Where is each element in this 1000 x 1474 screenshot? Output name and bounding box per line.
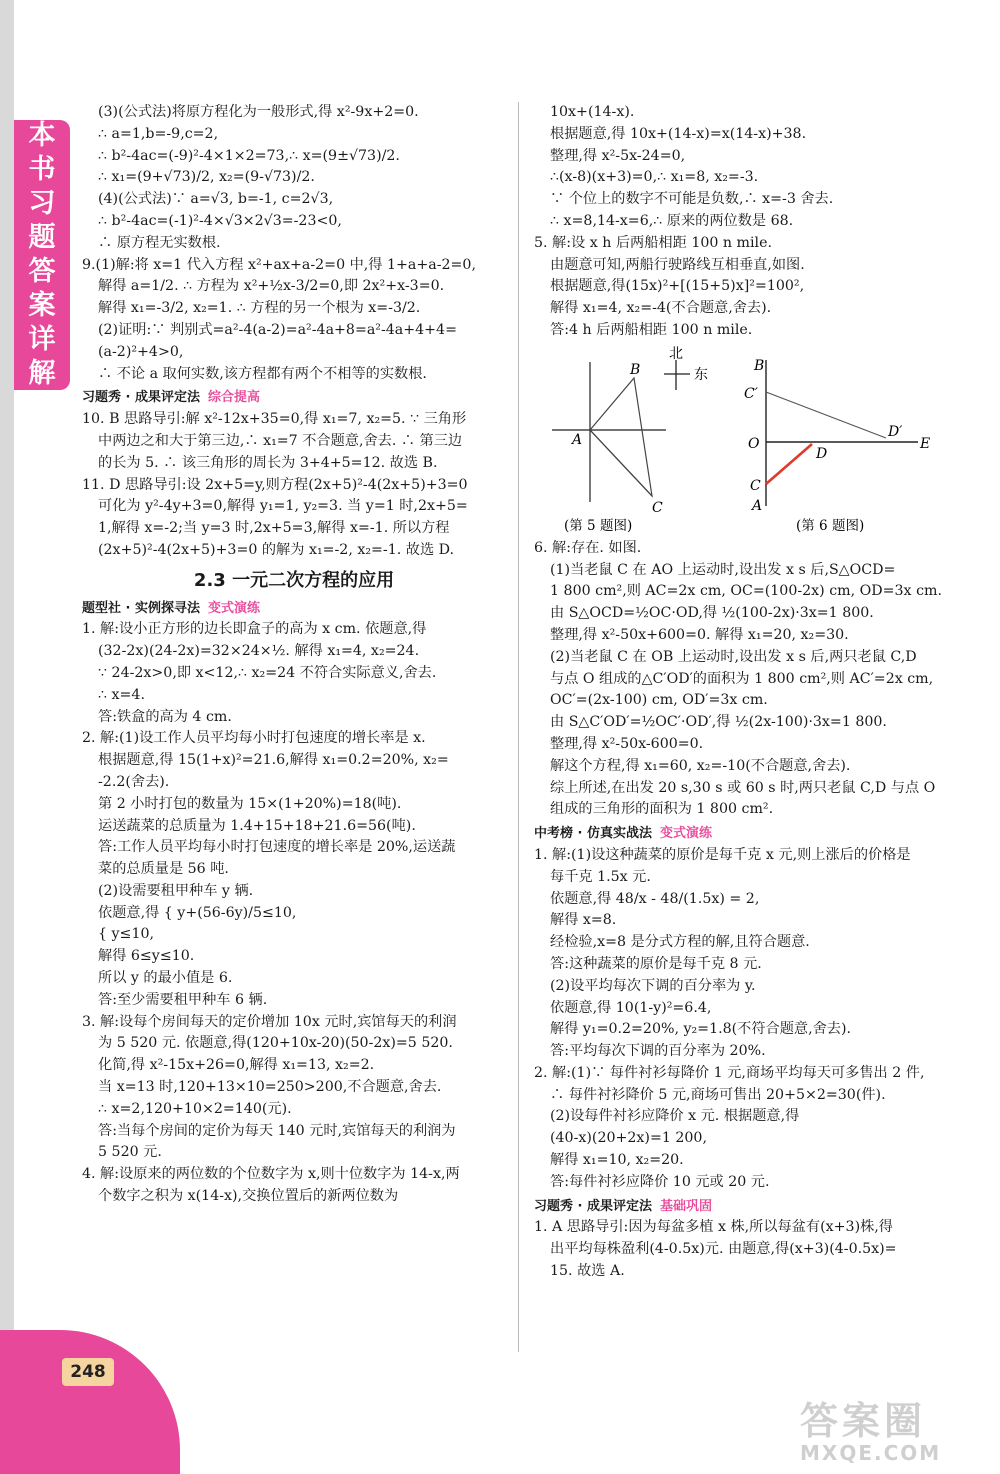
text-line: 菜的总质量是 56 吨.	[98, 861, 229, 878]
fig6-label-d-prime: D′	[888, 423, 903, 440]
side-tab-char: 习	[28, 188, 56, 219]
fig5-segment-ac	[590, 430, 652, 496]
text-line: 根据题意,得 15(1+x)²=21.6,解得 x₁=0.2=20%, x₂=	[98, 752, 449, 769]
text-line: 由 S△OCD=½OC·OD,得 ½(100-2x)·3x=1 800.	[550, 605, 874, 622]
watermark-logo	[800, 1400, 990, 1470]
text-line: 1,解得 x=-2;当 y=3 时,2x+5=3,解得 x=-1. 所以方程	[98, 520, 450, 537]
text-line: 10. B 思路导引:解 x²-12x+35=0,得 x₁=7, x₂=5. ∵ 三角形	[82, 411, 467, 428]
text-line: -2.2(舍去).	[98, 773, 170, 790]
text-line: (a-2)²+4>0,	[98, 343, 184, 360]
text-line: 1 800 cm²,则 AC=2x cm, OC=(100-2x) cm, OD=3x cm.	[550, 583, 942, 600]
section-heading	[534, 823, 960, 845]
text-line: 1. 解:(1)设这种蔬菜的原价是每千克 x 元,则上涨后的价格是	[534, 846, 911, 863]
fig5-caption: (第 5 题图)	[564, 517, 633, 534]
text-line: 可化为 y²-4y+3=0,解得 y₁=1, y₂=3. 当 y=1 时,2x+5=	[98, 498, 468, 515]
text-line: ∴ x=8,14-x=6,∴ 原来的两位数是 68.	[550, 212, 794, 229]
text-line: 每千克 1.5x 元.	[550, 868, 651, 885]
section-heading-text: 习题秀 · 成果评定法	[534, 1198, 652, 1214]
text-line: 依题意,得 { y+(56-6y)/5≤10,	[98, 904, 297, 921]
side-tab-char: 书	[28, 154, 56, 185]
text-line: (40-x)(20+2x)=1 200,	[550, 1130, 707, 1147]
text-line: 为 5 520 元. 依题意,得(120+10x-20)(50-2x)=5 520.	[98, 1035, 453, 1052]
text-line: (2)设需要租甲种车 y 辆.	[98, 882, 254, 899]
text-line: ∴(x-8)(x+3)=0,∴ x₁=8, x₂=-3.	[550, 169, 759, 186]
right-column	[534, 102, 960, 1283]
page-edge-strip	[0, 0, 14, 1474]
fig6-label-b: B	[754, 357, 765, 374]
text-line: 解得 x=8.	[550, 912, 617, 929]
fig6-caption: (第 6 题图)	[796, 517, 865, 534]
compass-east-label: 东	[694, 366, 708, 383]
text-line: 1. 解:设小正方形的边长即盒子的高为 x cm. 依题意,得	[82, 621, 427, 638]
left-column	[82, 102, 506, 1208]
text-line: 当 x=13 时,120+13×10=250>200,不合题意,舍去.	[98, 1079, 442, 1096]
text-line: 9.(1)解:将 x=1 代入方程 x²+ax+a-2=0 中,得 1+a+a-2=0,	[82, 256, 476, 273]
text-line: 依题意,得 48/x - 48/(1.5x) = 2,	[550, 890, 760, 907]
text-line: { y≤10,	[98, 926, 155, 943]
section-heading-tag: 基础巩固	[660, 1198, 713, 1214]
fig6-label-d: D	[816, 445, 828, 462]
text-line: 答:平均每次下调的百分率为 20%.	[550, 1043, 766, 1060]
text-line: 由 S△C′OD′=½OC′·OD′,得 ½(2x-100)·3x=1 800.	[550, 714, 887, 731]
chapter-title: 2.3 一元二次方程的应用	[193, 569, 395, 591]
fig6-label-e: E	[920, 435, 931, 452]
right-column-bottom	[534, 538, 960, 1283]
text-line: 解这个方程,得 x₁=60, x₂=-10(不合题意,舍去).	[550, 757, 851, 774]
text-line: ∴ b²-4ac=(-1)²-4×√3×2√3=-23<0,	[98, 212, 342, 229]
fig6-segment-c1d1	[766, 392, 886, 438]
text-line: 答:这种蔬菜的原价是每千克 8 元.	[550, 955, 762, 972]
text-line: 解得 a=1/2. ∴ 方程为 x²+½x-3/2=0,即 2x²+x-3=0.	[98, 278, 445, 295]
side-tab-char: 题	[28, 222, 56, 253]
text-line: ∴ x₁=(9+√73)/2, x₂=(9-√73)/2.	[98, 169, 315, 186]
watermark-line1: 答案圈	[800, 1399, 927, 1443]
fig5-triangle	[590, 378, 652, 496]
text-line: 根据题意,得(15x)²+[(15+5)x]²=100²,	[550, 278, 805, 295]
fig5-label-b: B	[630, 361, 641, 378]
text-line: 10x+(14-x).	[550, 104, 635, 120]
text-line: 出平均每株盈利(4-0.5x)元. 由题意,得(x+3)(4-0.5x)=	[550, 1241, 897, 1258]
text-line: 1. A 思路导引:因为每盆多植 x 株,所以每盆有(x+3)株,得	[534, 1219, 893, 1236]
text-line: 2. 解:(1)∵ 每件衬衫每降价 1 元,商场平均每天可多售出 2 件,	[534, 1064, 925, 1081]
side-tab-char: 案	[28, 290, 56, 321]
side-tab-char: 解	[28, 358, 56, 389]
text-line: ∴ x=2,120+10×2=140(元).	[98, 1100, 292, 1117]
text-line: 答:当每个房间的定价为每天 140 元时,宾馆每天的利润为	[98, 1122, 456, 1139]
text-line: (3)(公式法)将原方程化为一般形式,得 x²-9x+2=0.	[98, 104, 419, 120]
text-line: 综上所述,在出发 20 s,30 s 或 60 s 时,两只老鼠 C,D 与点 O	[550, 779, 936, 796]
text-line: 整理,得 x²-5x-24=0,	[550, 147, 686, 164]
fig5-label-a: A	[572, 431, 583, 448]
section-heading-tag: 变式演练	[660, 826, 713, 842]
page-corner-decoration	[0, 1330, 180, 1474]
section-heading-tag: 变式演练	[208, 600, 261, 616]
text-line: 答:至少需要租甲种车 6 辆.	[98, 991, 268, 1008]
text-line: 6. 解:存在. 如图.	[534, 539, 642, 556]
text-line: 的长为 5. ∴ 该三角形的周长为 3+4+5=12. 故选 B.	[98, 454, 438, 471]
text-line: ∴ 原方程无实数根.	[98, 234, 221, 251]
text-line: ∴ 不论 a 取何实数,该方程都有两个不相等的实数根.	[98, 365, 427, 382]
side-tab-char: 本	[28, 120, 56, 151]
text-line: 第 2 小时打包的数量为 15×(1+20%)=18(吨).	[98, 795, 402, 812]
text-line: 根据题意,得 10x+(14-x)=x(14-x)+38.	[550, 125, 807, 142]
text-line: ∴ b²-4ac=(-9)²-4×1×2=73,∴ x=(9±√73)/2.	[98, 147, 400, 164]
text-line: 解得 x₁=10, x₂=20.	[550, 1152, 684, 1169]
text-line: 整理,得 x²-50x+600=0. 解得 x₁=20, x₂=30.	[550, 626, 849, 643]
text-line: (2)证明:∵ 判别式=a²-4(a-2)=a²-4a+8=a²-4a+4+4=	[98, 321, 457, 338]
text-line: 答:4 h 后两船相距 100 n mile.	[550, 321, 753, 338]
page-number: 248	[62, 1358, 114, 1386]
text-line: ∴ x=4.	[98, 686, 145, 703]
text-line: 答:每件衬衫应降价 10 元或 20 元.	[550, 1173, 770, 1190]
text-line: 15. 故选 A.	[550, 1263, 625, 1280]
section-heading-text: 中考榜 · 仿真实战法	[534, 826, 652, 842]
side-tab-char: 答	[28, 256, 56, 287]
text-line: 答:工作人员平均每小时打包速度的增长率是 20%,运送蔬	[98, 839, 456, 856]
text-line: 整理,得 x²-50x-600=0.	[550, 735, 704, 752]
text-line: 解得 x₁=-3/2, x₂=1. ∴ 方程的另一个根为 x=-3/2.	[98, 300, 421, 317]
text-line: 化简,得 x²-15x+26=0,解得 x₁=13, x₂=2.	[98, 1057, 375, 1074]
right-column-top	[534, 102, 960, 342]
section-heading-tag: 综合提高	[208, 390, 261, 406]
text-line: 答:铁盒的高为 4 cm.	[98, 708, 232, 725]
text-line: 5. 解:设 x h 后两船相距 100 n mile.	[534, 234, 772, 251]
section-heading	[82, 387, 506, 409]
text-line: 解得 x₁=4, x₂=-4(不合题意,舍去).	[550, 300, 772, 317]
section-heading	[534, 1196, 960, 1218]
text-line: (1)当老鼠 C 在 AO 上运动时,设出发 x s 后,S△OCD=	[550, 561, 896, 578]
text-line: 解得 6≤y≤10.	[98, 948, 195, 965]
text-line: 5 520 元.	[98, 1144, 162, 1161]
watermark-line2: MXQE.COM	[800, 1441, 942, 1465]
text-line: (4)(公式法)∵ a=√3, b=-1, c=2√3,	[98, 191, 334, 208]
fig5-label-c: C	[652, 499, 663, 516]
fig6-label-a: A	[752, 497, 763, 514]
text-line: 个数字之积为 x(14-x),交换位置后的新两位数为	[98, 1188, 399, 1205]
side-tab-char: 详	[28, 324, 56, 355]
column-divider	[518, 102, 519, 1352]
text-line: ∴ a=1,b=-9,c=2,	[98, 125, 219, 142]
section-side-tab	[14, 120, 70, 390]
fig6-label-o: O	[748, 435, 760, 452]
section-heading-text: 习题秀 · 成果评定法	[82, 390, 200, 406]
text-line: 经检验,x=8 是分式方程的解,且符合题意.	[550, 934, 810, 951]
text-line: ∴ 每件衬衫降价 5 元,商场可售出 20+5×2=30(件).	[550, 1086, 886, 1103]
text-line: 解得 y₁=0.2=20%, y₂=1.8(不符合题意,舍去).	[550, 1021, 852, 1038]
text-line: 与点 O 组成的△C′OD′的面积为 1 800 cm²,则 AC′=2x cm,	[550, 670, 934, 687]
section-heading-text: 题型社 · 实例探寻法	[82, 600, 200, 616]
text-line: 11. D 思路导引:设 2x+5=y,则方程(2x+5)²-4(2x+5)+3=0	[82, 476, 468, 493]
fig6-label-c-prime: C′	[744, 385, 758, 402]
text-line: (32-2x)(24-2x)=32×24×½. 解得 x₁=4, x₂=24.	[98, 643, 420, 660]
text-line: 2. 解:(1)设工作人员平均每小时打包速度的增长率是 x.	[82, 730, 426, 747]
text-line: (2x+5)²-4(2x+5)+3=0 的解为 x₁=-2, x₂=-1. 故选 D.	[98, 541, 455, 558]
text-line: ∵ 个位上的数字不可能是负数,∴ x=-3 舍去.	[550, 191, 834, 208]
figures-area	[534, 346, 960, 536]
section-heading	[82, 598, 506, 620]
fig6-label-c: C	[750, 477, 761, 494]
text-line: 由题意可知,两船行驶路线互相垂直,如图.	[550, 256, 805, 273]
text-line: 运送蔬菜的总质量为 1.4+15+18+21.6=56(吨).	[98, 817, 416, 834]
fig6-segment-cd	[766, 444, 812, 484]
text-line: 依题意,得 10(1-y)²=6.4,	[550, 999, 712, 1016]
figures-svg	[534, 346, 960, 536]
text-line: (2)当老鼠 C 在 OB 上运动时,设出发 x s 后,两只老鼠 C,D	[550, 648, 917, 665]
text-line: ∵ 24-2x>0,即 x<12,∴ x₂=24 不符合实际意义,舍去.	[98, 664, 437, 681]
text-line: 组成的三角形的面积为 1 800 cm².	[550, 801, 774, 818]
text-line: 中两边之和大于第三边,∴ x₁=7 不合题意,舍去. ∴ 第三边	[98, 432, 463, 449]
text-line: 所以 y 的最小值是 6.	[98, 970, 233, 987]
text-line: OC′=(2x-100) cm, OD′=3x cm.	[550, 692, 768, 709]
text-line: (2)设平均每次下调的百分率为 y.	[550, 977, 756, 994]
compass-north-label: 北	[669, 345, 683, 362]
text-line: (2)设每件衬衫应降价 x 元. 根据题意,得	[550, 1108, 800, 1125]
text-line: 4. 解:设原来的两位数的个位数字为 x,则十位数字为 14-x,两	[82, 1166, 460, 1183]
text-line: 3. 解:设每个房间每天的定价增加 10x 元时,宾馆每天的利润	[82, 1013, 457, 1030]
